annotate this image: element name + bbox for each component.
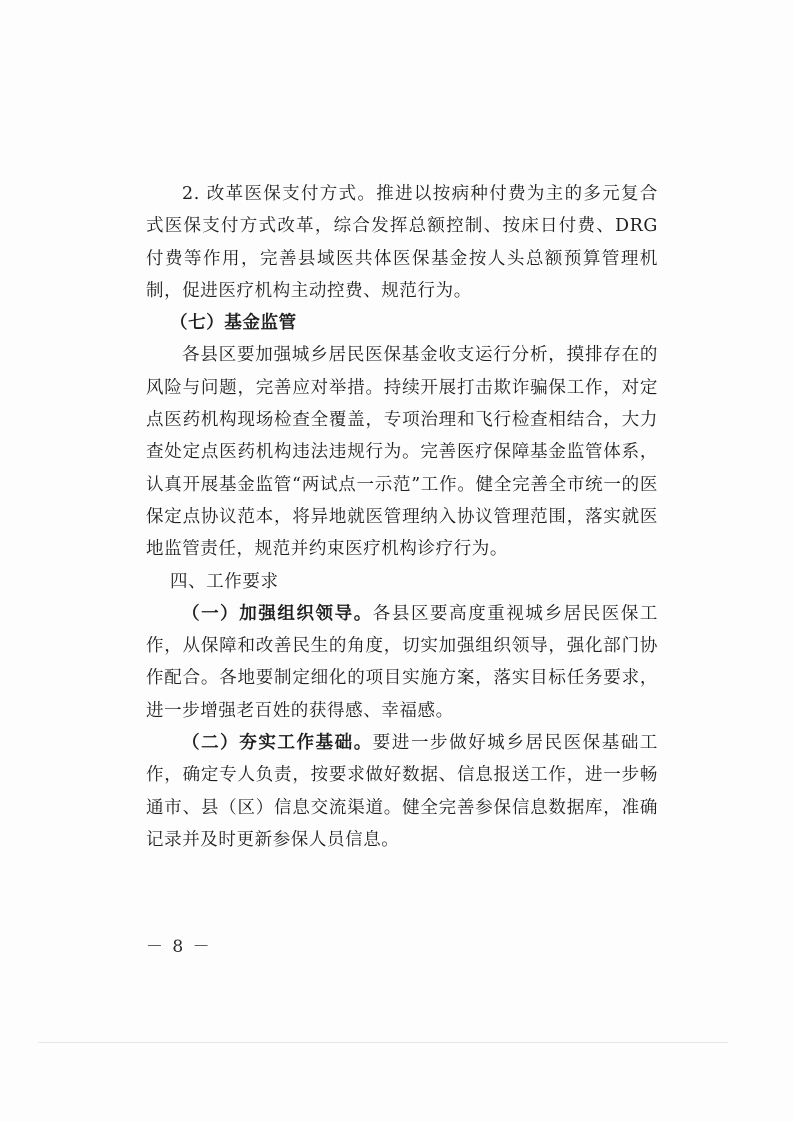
body-organization-leadership: 各县区要高度重视城乡居民医保工作，从保障和改善民生的角度，切实加强组织领导，强化部门协作配合。各地要制定细化的项目实施方案，落实目标任务要求，进一步增强老百姓的获得感、幸福感。 [146,603,659,721]
paragraph-fund-supervision: 各县区要加强城乡居民医保基金收支运行分析，摸排存在的风险与问题，完善应对举措。持续开展打击欺诈骗保工作，对定点医药机构现场检查全覆盖，专项治理和飞行检查相结合，大力查处定点医药机构违法违规行为。完善医疗保障基金监管体系，认真开展基金监管“两试点一示范”工作。健全完善全市统一的医保定点协议范本，将异地就医管理纳入协议管理范围，落实就医地监管责任，规范并约束医疗机构诊疗行为。 [146,345,658,560]
paragraph-payment-reform: 2. 改革医保支付方式。推进以按病种付费为主的多元复合式医保支付方式改革，综合发挥总额控制、按床日付费、DRG 付费等作用，完善县域医共体医保基金按人头总额预算管理机制，促进医疗机构主动控费、规范行为。 [146,184,658,301]
heading-fund-supervision: （七）基金监管 [170,313,297,334]
body-work-foundation: 要进一步做好城乡居民医保基础工作，确定专人负责，按要求做好数据、信息报送工作，进一步畅通市、县（区）信息交流渠道。健全完善参保信息数据库，准确记录并及时更新参保人员信息。 [146,733,659,850]
page-number: － 8 － [146,937,212,957]
paragraph-work-foundation [146,727,658,856]
paragraph-organization-leadership [146,598,658,727]
scan-edge-line [38,1042,728,1043]
document-body [146,178,658,856]
heading-work-requirements: 四、工作要求 [170,571,279,592]
lead-organization-leadership: （一）加强组织领导。 [182,603,373,624]
lead-work-foundation: （二）夯实工作基础。 [182,733,373,754]
